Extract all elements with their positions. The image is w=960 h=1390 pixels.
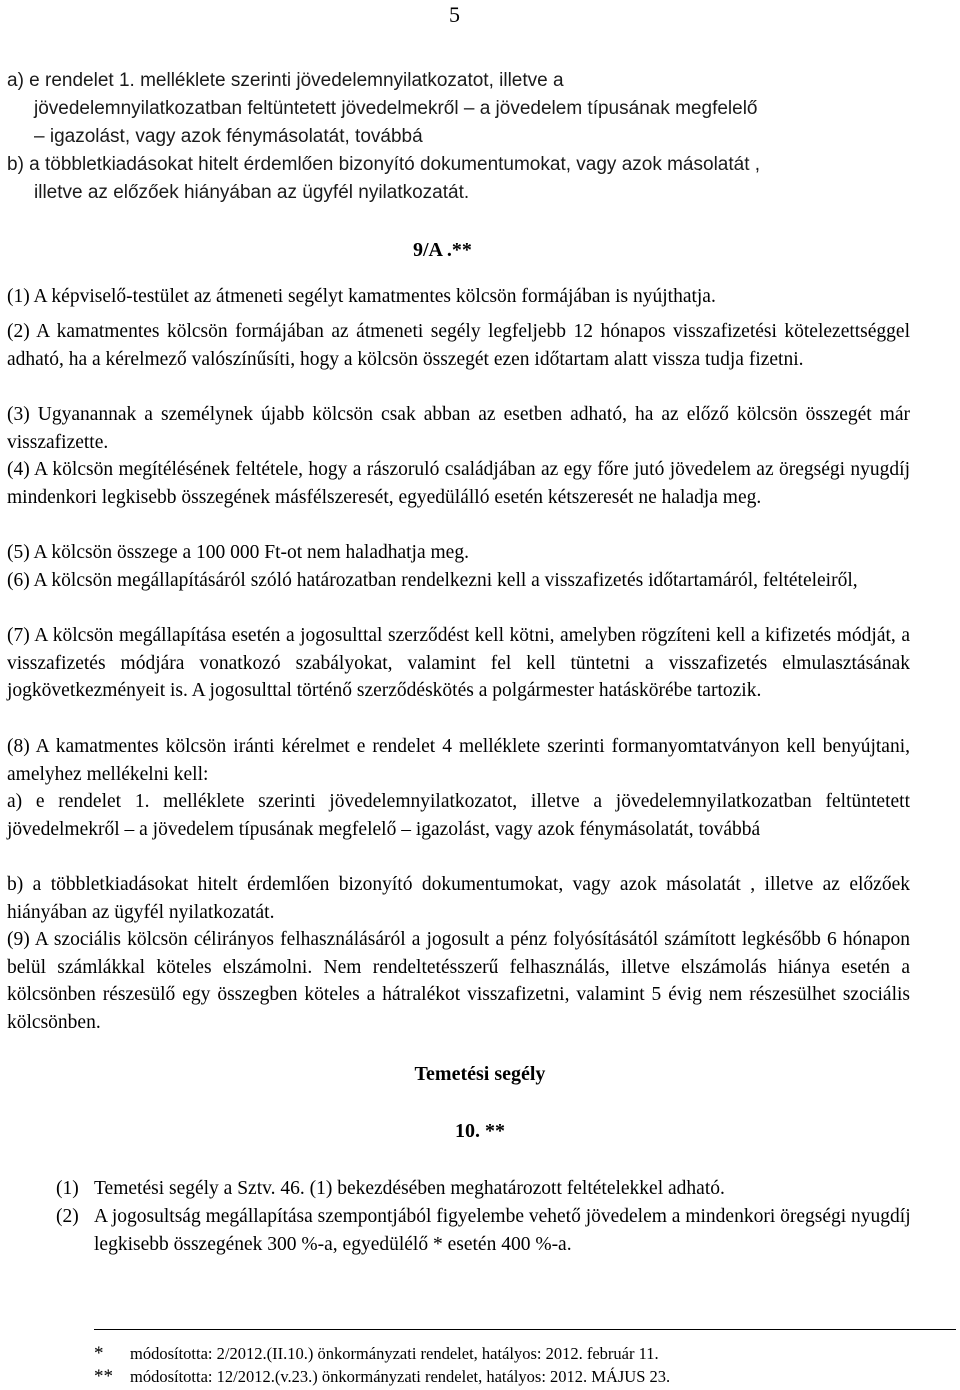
footnote-mark: * (94, 1343, 104, 1364)
paragraph-9a-3: (3) Ugyanannak a személynek újabb kölcsön csak abban az esetben adható, ha az előző kölcsön összegét már visszafizette. (7, 404, 910, 453)
footnote-1 (94, 1343, 659, 1365)
item-number: (2) (56, 1206, 79, 1227)
list-item-a-line3: – igazolást, vagy azok fénymásolatát, továbbá (34, 126, 423, 147)
list-item-a-line2: jövedelemnyilatkozatban feltüntetett jövedelmekről – a jövedelem típusának megfelelő (34, 98, 758, 119)
item-number: (1) (56, 1178, 79, 1199)
paragraph-9a-8: (8) A kamatmentes kölcsön iránti kérelmet e rendelet 4 melléklete szerinti formanyomtatványon kell benyújtani, amelyhez mellékelni kell: (7, 736, 910, 785)
paragraph-9a-6: (6) A kölcsön megállapításáról szóló határozatban rendelkezni kell a visszafizetés időtartamáról, feltételeiről, (7, 570, 858, 591)
footnote-2 (94, 1366, 670, 1388)
footnote-divider (94, 1329, 956, 1330)
list-item-b-line2: illetve az előzőek hiányában az ügyfél nyilatkozatát. (34, 182, 470, 203)
section-heading-10: 10. ** (455, 1120, 505, 1142)
footnote-mark: ** (94, 1366, 113, 1387)
section-heading-9a: 9/A .** (413, 239, 472, 261)
footnote-text: módosította: 12/2012.(v.23.) önkormányzati rendelet, hatályos: 2012. MÁJUS 23. (130, 1367, 671, 1386)
paragraph-9a-7: (7) A kölcsön megállapítása esetén a jogosulttal szerződést kell kötni, amelyben rögzíteni kell a kifizetés módját, a visszafizetés módjára vonatkozó szabályokat, valamint fel kell tüntetni a visszafizetés elmulasztásának jogkövetkezményeit is. A jogosulttal történő szerződéskötés a polgármester hatáskörébe tartozik. (7, 625, 910, 702)
paragraph-9a-8b: b) a többletkiadásokat hitelt érdemlően bizonyító dokumentumokat, vagy azok másolatát , illetve az előzőek hiányában az ügyfél nyilatkozatát. (7, 874, 910, 923)
section-title-temetesi: Temetési segély (414, 1063, 546, 1085)
paragraph-9a-1: (1) A képviselő-testület az átmeneti segélyt kamatmentes kölcsön formájában is nyújthatja. (7, 286, 716, 307)
page-number: 5 (449, 2, 460, 27)
paragraph-9a-9: (9) A szociális kölcsön célirányos felhasználásáról a jogosult a pénz folyósításától számított legkésőbb 6 hónapon belül számlákkal köteles elszámolni. Nem rendeltetésszerű felhasználás, illetve elszámolás hiánya esetén a kölcsönben részesülő egy összegben köteles a hátralékot visszafizetni, valamint 5 évig nem részesülhet szociális kölcsönben. (7, 929, 910, 1034)
item-text: A jogosultság megállapítása szempontjából figyelembe vehető jövedelem a mindenkori öregségi nyugdíj legkisebb összegének 300 %-a, egyedülélő * esetén 400 %-a. (94, 1206, 911, 1255)
paragraph-9a-5: (5) A kölcsön összege a 100 000 Ft-ot nem haladhatja meg. (7, 542, 469, 563)
item-text: Temetési segély a Sztv. 46. (1) bekezdésében meghatározott feltételekkel adható. (94, 1178, 725, 1199)
list-item-b-line1: b) a többletkiadásokat hitelt érdemlően bizonyító dokumentumokat, vagy azok másolatát , (7, 154, 761, 175)
paragraph-9a-4: (4) A kölcsön megítélésének feltétele, hogy a rászoruló családjában az egy főre jutó jövedelem az öregségi nyugdíj mindenkori legkisebb összegének másfélszeresét, egyedülálló esetén kétszeresét ne haladja meg. (7, 459, 910, 508)
paragraph-9a-2: (2) A kamatmentes kölcsön formájában az átmeneti segély legfeljebb 12 hónapos visszafizetési kötelezettséggel adható, ha a kérelmező valószínűsíti, hogy a kölcsön összegét ezen időtartam alatt vissza tudja fizetni. (7, 321, 910, 370)
paragraph-9a-8a: a) e rendelet 1. melléklete szerinti jövedelemnyilatkozatot, illetve a jövedelemnyilatkozatban feltüntetett jövedelmekről – a jövedelem típusának megfelelő – igazolást, vagy azok fénymásolatát, továbbá (7, 791, 910, 840)
list-item-a-line1: a) e rendelet 1. melléklete szerinti jövedelemnyilatkozatot, illetve a (7, 70, 564, 91)
footnote-text: módosította: 2/2012.(II.10.) önkormányzati rendelet, hatályos: 2012. február 11. (130, 1344, 659, 1363)
